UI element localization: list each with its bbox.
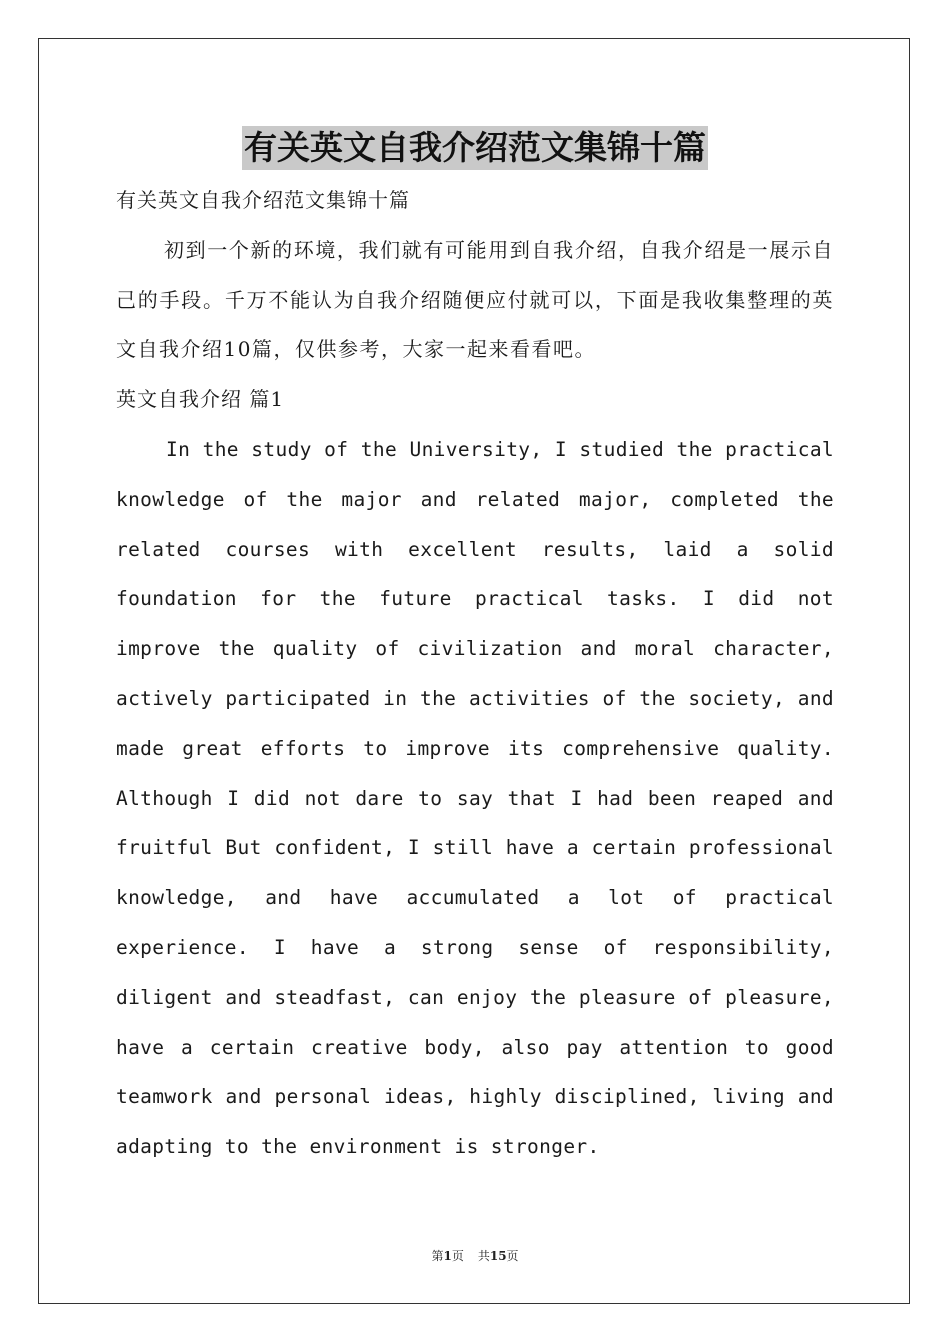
document-body <box>116 176 834 1172</box>
footer-total-prefix: 共 <box>477 1249 490 1263</box>
document-title: 有关英文自我介绍范文集锦十篇 <box>242 126 708 170</box>
title-container <box>0 126 950 170</box>
footer-page-prefix: 第 <box>431 1249 444 1263</box>
english-paragraph: In the study of the University, I studied the practical knowledge of the major and related major, completed the related courses with excellent results, laid a solid foundation for the future practical tasks. I did not improve the quality of civilization and moral character, actively participated in the activities of the society, and made great efforts to improve its comprehensive quality. Although I did not dare to say that I had been reaped and fruitful But confident, I still have a certain professional knowledge, and have accumulated a lot of practical experience. I have a strong sense of responsibility, diligent and steadfast, can enjoy the pleasure of pleasure, have a certain creative body, also pay attention to good teamwork and personal ideas, highly disciplined, living and adapting to the environment is stronger. <box>116 437 834 1159</box>
page-footer <box>0 1246 950 1266</box>
document-subtitle: 有关英文自我介绍范文集锦十篇 <box>116 188 410 212</box>
footer-total-suffix: 页 <box>506 1249 519 1263</box>
intro-paragraph: 初到一个新的环境，我们就有可能用到自我介绍，自我介绍是一展示自己的手段。千万不能认为自我介绍随便应付就可以，下面是我收集整理的英文自我介绍10篇，仅供参考，大家一起来看看吧。 <box>116 237 834 362</box>
section-heading: 英文自我介绍 篇1 <box>116 387 285 412</box>
footer-page-suffix: 页 <box>451 1249 464 1263</box>
footer-page-number: 1 <box>443 1249 452 1263</box>
footer-total-pages: 15 <box>489 1249 507 1263</box>
